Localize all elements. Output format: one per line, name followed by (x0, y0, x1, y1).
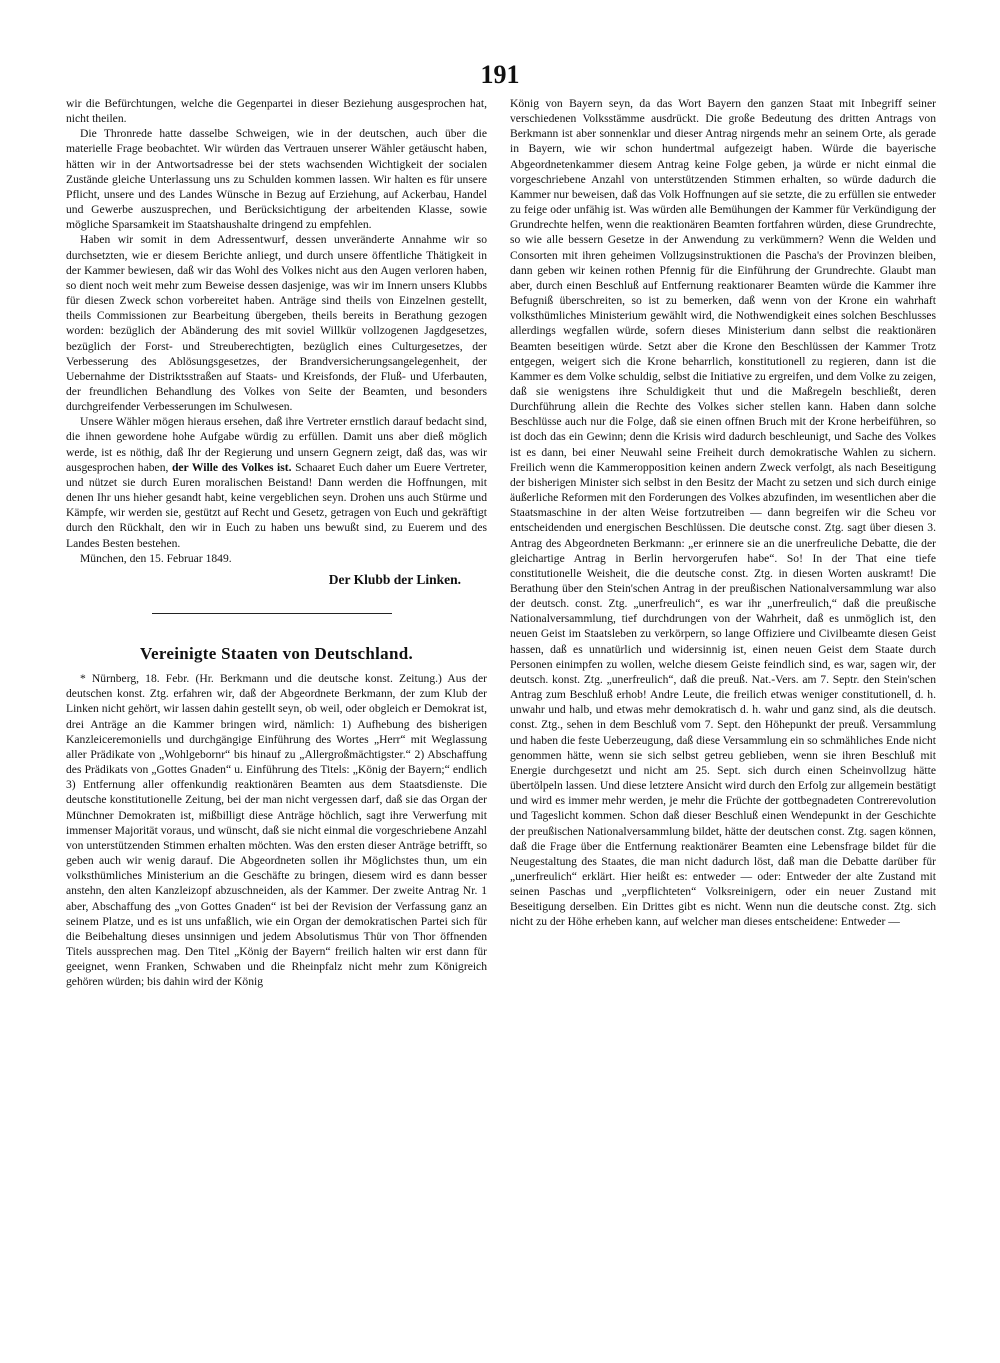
left-paragraph-5: * Nürnberg, 18. Febr. (Hr. Berkmann und die deutsche konst. Zeitung.) Aus der deutschen konst. Ztg. erfahren wir, daß der Abgeordnete Berkmann, der zum Klub der Linken nicht gehört, wir lassen dahin gestellt seyn, ob weil, oder obgleich er Demokrat ist, drei Anträge an die Kammer bringen wird, nämlich: 1) Aufhebung des bisherigen Kanzleiceremoniells und durchgängige Einführung des Wortes „Herr“ mit Weglassung aller Prädikate von „Wohlgebornr“ bis hinauf zu „Allergroßmächtigster.“ 2) Abschaffung des Prädikats von „Gottes Gnaden“ u. Einführung des Titels: „König der Bayern;“ endlich 3) Entfernung aller offenkundig reaktionären Beamten aus dem Staatsdienste. Die deutsche konstitutionelle Zeitung, bei der man nicht vergessen darf, daß sie das Organ der Münchner Demokraten ist, mißbilligt diese Anträge höchlich, sagt ihre Verwerfung mit immenser Majorität voraus, und wünscht, daß sie nicht einmal die vorgeschriebene Anzahl von unterstützenden Stimmen erhalten möchten. Was den ersten dieser Anträge betrifft, so geben auch wir wenig darauf. Die Abgeordneten sollen ihr Möglichstes thun, um ein volksthümliches Ministerium an die Geschäfte zu bringen, diesem wird es dann besser anstehn, den alten Kanzleizopf abzuschneiden, als der Kammer. Der zweite Antrag Nr. 1 aber, Abschaffung des „von Gottes Gnaden“ ist bei der Revision der Verfassung ganz an seinem Platze, und es ist uns unfaßlich, wie ein Organ der demokratischen Partei sich für die Beibehaltung dieses unsinnigen und jedem Absolutismus Thür von Thor öffnenden Titels aussprechen mag. Den Titel „König der Bayern“ freilich halten wir erst dann für geeignet, wenn Franken, Schwaben und die Rheinpfalz nicht mehr zum Königreich gehören würden; bis dahin wird der König (66, 672, 487, 989)
dateline: München, den 15. Februar 1849. (80, 551, 232, 565)
left-paragraph-4-end: Schaaret Euch daher um Euere Vertreter, und nützet sie durch Euren moralischen Beistand! Dann werden die Hoffnungen, mit denen Ihr uns hieher gesandt habt, keine vergeblichen seyn. Drohen uns auch Stürme und Kämpfe, wir werden sie, gestützt auf Recht und Gesetz, getragen von Euch und gekräftigt durch den Rückhalt, den wir in Euch zu haben uns bewußt sind, zu Euerem und des Landes Besten bestehen. (66, 460, 487, 550)
left-paragraph-3: Haben wir somit in dem Adressentwurf, dessen unveränderte Annahme wir so durchsetzten, wie er diesem Berichte anliegt, und durch unsere öffentliche Thätigkeit in der Kammer bewiesen, daß wir das Wohl des Volkes nicht aus den Augen verloren haben, so dient noch weit mehr zum Beweise dessen dasjenige, was wir im Innern unsers Klubbs für diesen Zweck schon vorbereitet haben. Anträge sind theils von Einzelnen gestellt, theils Commissionen zur Bearbeitung übergeben, theils bereits in Berathung gezogen worden: bezüglich der Abänderung des mit soviel Willkür vollzogenen Jagdgesetzes, bezüglich der Forst- und Streuberechtigten, bezüglich eines Culturgesetzes, der Verbesserung des Ablösungsgesetzes, der Brandversicherungsangelegenheit, der Uebernahme der Distriktsstraßen auf Staats- und Kreisfonds, der Fluß- und Uferbauten, der freundlichen Behandlung des Volkes von Seite der Beamten, und besonders durchgreifender Verbesserungen im Schulwesen. (66, 233, 487, 414)
left-paragraph-4 (66, 414, 487, 550)
left-paragraph-2: Die Thronrede hatte dasselbe Schweigen, wie in der deutschen, auch über die materielle Frage beobachtet. Wir würden das Vertrauen unserer Wähler getäuscht haben, hätten wir in der Antwortsadresse bei der stets wachsenden Wichtigkeit der socialen Zustände gleiche Unterlassung uns zu Schulden kommen lassen. Wir halten es für unsere Pflicht, unsere und des Landes Wünsche in Bezug auf Erziehung, auf Ackerbau, Handel und Gewerbe auszusprechen, und Berücksichtigung der arbeitenden Klasse, sowie mögliche Sparsamkeit im Staatshaushalte dringend zu empfehlen. (66, 127, 487, 232)
left-paragraph-1: wir die Befürchtungen, welche die Gegenpartei in dieser Beziehung ausgesprochen hat, nicht theilen. (66, 97, 487, 126)
section-heading: Vereinigte Staaten von Deutschland. (139, 644, 414, 663)
section-divider (152, 613, 392, 614)
left-column (66, 96, 487, 989)
right-paragraph-1: König von Bayern seyn, da das Wort Bayern den ganzen Staat mit Inbegriff seiner verschiedenen Volksstämme ausdrückt. Die große Bedeutung des dritten Antrags von Berkmann ist aber sonnenklar und dieser Antrag nirgends mehr an seinem Orte, als gerade in Bayern, wie wir schon hundertmal aufgezeigt haben. Würde die bayerische Abgeordnetenkammer diesem Antrag keine Folge geben, ja würde er nicht einmal die vorgeschriebene Anzahl von unterstützenden Stimmen erhalten, so würde dadurch die Kammer nur beweisen, daß das Volk Hoffnungen auf sie setzte, die zu erfüllen sie entweder zu feige oder unfähig ist. Was würden alle Bemühungen der Kammer für Verkündigung der Grundrechte helfen, wenn die reaktionären Beamten fortfahren würden, diese Grundrechte, so wie alle bessern Gesetze in der Anwendung zu verkümmern? Wenn die Welden und Consorten mit ihren geheimen Vollzugsinstruktionen die Pascha's der Provinzen bleiben, dann geben wir keinen rothen Pfennig für die Einführung der Grundrechte. Glaubt man aber, durch einen Beschluß auf Entfernung reaktionarer Beamten würde die Kammer ihre Befugniß überschreiten, so ist zu bemerken, daß wenn von der Krone ein wahrhaft volksthümliches Ministerium gewählt wird, die Nothwendigkeit eines solchen Beschlusses allerdings wegfallen würde, sofern dieses Ministerium dann selbst die reaktionären Beamten beseitigen würde. Setzt aber die Krone den Beschlüssen der Kammer Trotz entgegen, weigert sich die Krone beharrlich, konstitutionell zu regieren, dann ist die Kammer es dem Volke schuldig, selbst die Initiative zu ergreifen, und dem Volke zu zeigen, daß sie wenigstens ihre Schuldigkeit thut und die Maßregeln beschließt, deren Durchführung allein die Rechte des Volkes sicher stellen kann. Haben dann solche Beschlüsse auch nur die Folge, daß sie einen offnen Bruch mit der Krone herbeiführen, so ist doch das ein Gewinn; denn die Krisis wird dadurch beschleunigt, und Sache des Volkes ist es dann, bei einer Neuwahl seine Freiheit durch demokratische Wahlen zu sichern. Freilich wenn die Kammeropposition keinen andern Zweck verfolgt, als nach Beseitigung der bisherigen Minister sich selbst in den Besitz der Macht zu setzen und sich durch einige äußerliche Reformen mit den Forderungen des Volkes abzufinden, im wesentlichen aber die Staatsmaschine in der alten Weise fortzutreiben — dann begreifen wir die Scheu vor entscheidenden und energischen Beschlüssen. Die deutsche const. Ztg. sagt über diesen 3. Antrag des Abgeordneten Berkmann: „er erinnere sie an die unerfreuliche Debatte, die der gleichartige Antrag in Berlin hervorgerufen habe“. So! In der That eine tiefe constitutionelle Weisheit, die die deutsche const. Ztg. in diesen Worten auskramt! Die Berathung über den Stein'schen Antrag in der preußischen Nationalversammlung war also der deutsch. const. Ztg. „unerfreulich“, es war ihr „unerfreulich,“ daß die preußische Nationalversammlung, tief durchdrungen von der Wahrheit, daß es unmöglich ist, den neuen Geist im Staatsleben zu verkörpern, so lange Offiziere und Civilbeamte diesen Geist hassen, daß es unnatürlich und widersinnig ist, einen neuen Geist dem Staate durch Personen einimpfen zu wollen, welche diesem Geiste feindlich sind, es war, sagen wir, der deutsch. konst. Ztg. „unerfreulich“, daß die preuß. Nat.-Vers. am 7. Septr. den Stein'schen Antrag zum Beschluß erhob! Andre Leute, die freilich etwas weniger constitutionell, d. h. unwahr und halb, und etwas mehr demokratisch d. h. wahr und ganz sind, als die deutsch. const. Ztg., sehen in dem Beschluß vom 7. Sept. den Höhepunkt der preuß. Versammlung und haben die feste Ueberzeugung, daß diese Versammlung ein so schmähliches Ende nicht genommen hätte, wenn sie sich selbst getreu geblieben, wenn sie ihren Beschluß mit Energie durchgesetzt und nicht am 25. Sept. sich durch einen Scheinvollzug hätte übertölpeln lassen. Und diese letztere Ansicht wird durch den Erfolg zur allgemein bestätigt und wird es immer mehr werden, je mehr die Früchte der gottbegnadeten Contrerevolution und Tageslicht kommen. Schon daß dieser Beschluß einen Wendepunkt in der Geschichte der preußischen Nationalversammlung bildet, hätte der deutschen const. Ztg. sagen können, daß die Frage über die Entfernung reaktionärer Beamten eine Lebensfrage bildet für die Neugestaltung des Staates, die man nicht dadurch löst, daß man die Debatte darüber für „unerfreulich“ erklärt. Hier heißt es: entweder — oder: Entweder der alte Zustand mit seinen Paschas und „verpflichteten“ Volksreinigern, oder ein neuer Zustand mit Beseitigung derselben. Ein Drittes gibt es nicht. Wenn nun die deutsche const. Ztg. sich nicht zu der Höhe erheben kann, auf welcher man dieses entscheidene: Entweder — (510, 97, 936, 929)
signature: Der Klubb der Linken. (328, 571, 461, 587)
left-paragraph-4-start: Unsere Wähler mögen hieraus ersehen, daß ihre Vertreter ernstlich darauf bedacht sind, die ihnen gewordene hohe Aufgabe würdig zu erfüllen. Damit uns aber dieß möglich werde, ist es nöthig, daß Ihr der Regierung und unsern Gegnern zeigt, daß das, was wir ausgesprochen haben, (66, 415, 487, 474)
emphasized-phrase: der Wille des Volkes ist. (171, 460, 292, 474)
right-column (510, 96, 936, 930)
page-number: 191 (480, 60, 520, 89)
